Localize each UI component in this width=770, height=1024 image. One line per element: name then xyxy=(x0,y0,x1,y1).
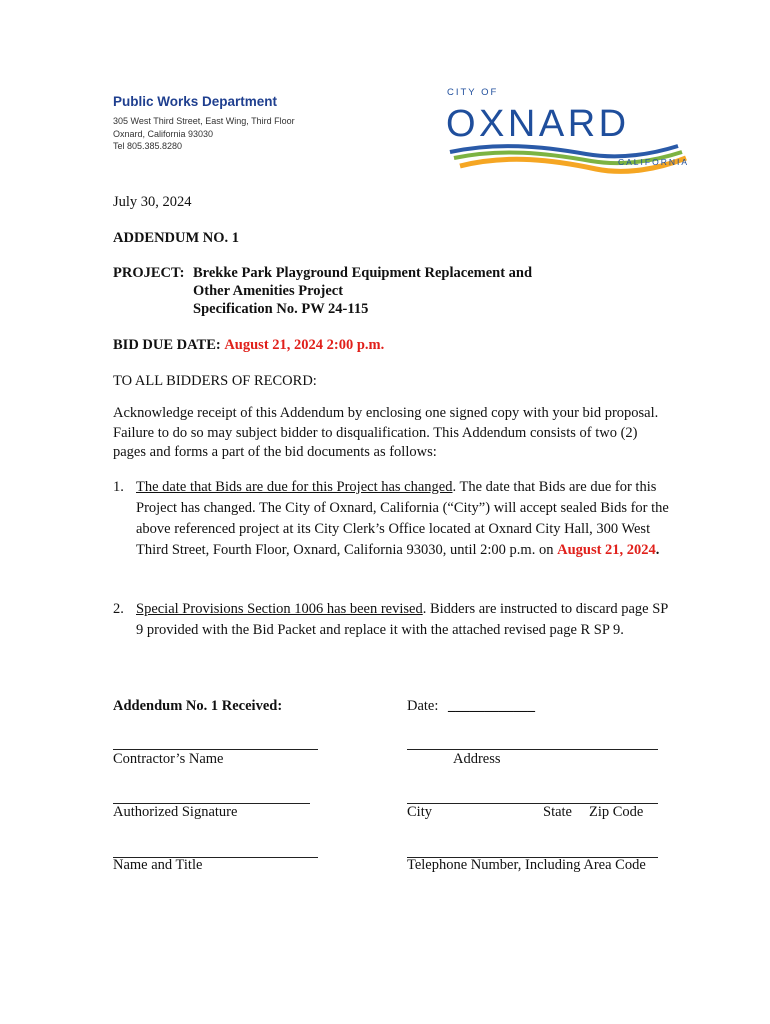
authorized-signature-label: Authorized Signature xyxy=(113,804,238,820)
intro-paragraph: Acknowledge receipt of this Addendum by enclosing one signed copy with your bid proposal. Failure to do so may subject bidder to disqualification. This Addendum consists of two (2) pages and forms a part of the bid documents as follows: xyxy=(113,405,659,460)
project-label: PROJECT: xyxy=(113,265,185,281)
zip-code-label: Zip Code xyxy=(589,804,644,820)
project-name-line-2: Other Amenities Project xyxy=(193,283,344,299)
phone-number: Tel 805.385.8280 xyxy=(113,141,183,151)
item-text: . Bidders are instructed to discard page SP 9 provided with the Bid Packet and replace it with the attached revised page R SP 9. xyxy=(136,601,668,638)
date-field[interactable] xyxy=(407,698,535,715)
bid-due-label: BID DUE DATE: xyxy=(113,337,221,353)
item-highlight-date: August 21, 2024 xyxy=(557,542,656,558)
department-name: Public Works Department xyxy=(113,94,278,109)
list-item xyxy=(113,599,678,641)
specification-number: Specification No. PW 24-115 xyxy=(193,301,369,317)
item-heading: The date that Bids are due for this Project has changed xyxy=(136,479,453,495)
salutation: TO ALL BIDDERS OF RECORD: xyxy=(113,373,317,389)
address-line-2: Oxnard, California 93030 xyxy=(113,128,214,139)
addendum-received-label: Addendum No. 1 Received: xyxy=(113,698,283,714)
address-line-1: 305 West Third Street, East Wing, Third Floor xyxy=(113,116,295,126)
department-header xyxy=(113,94,295,153)
telephone-label: Telephone Number, Including Area Code xyxy=(407,857,646,873)
bid-due-value: August 21, 2024 2:00 p.m. xyxy=(224,337,385,353)
contractor-name-line[interactable] xyxy=(113,749,318,750)
name-title-label: Name and Title xyxy=(113,857,203,873)
item-number: 1. xyxy=(113,479,124,495)
contractor-name-label: Contractor’s Name xyxy=(113,751,224,767)
letter-date: July 30, 2024 xyxy=(113,194,192,210)
city-logo xyxy=(446,84,698,180)
date-label: Date: xyxy=(407,698,439,714)
item-heading: Special Provisions Section 1006 has been revised xyxy=(136,601,423,617)
address-label: Address xyxy=(453,751,501,767)
project-name-line-1: Brekke Park Playground Equipment Replacement and xyxy=(193,265,533,281)
addendum-title: ADDENDUM NO. 1 xyxy=(113,230,240,246)
logo-city-of: CITY OF xyxy=(447,87,499,98)
logo-california: CALIFORNIA xyxy=(618,157,690,167)
item-trailing: . xyxy=(655,542,660,558)
list-item xyxy=(113,477,678,561)
address-line[interactable] xyxy=(407,749,658,750)
logo-oxnard: OXNARD xyxy=(446,103,630,145)
date-blank: ____________ xyxy=(448,698,536,714)
item-text: . The date that Bids are due for this Project has changed. The City of Oxnard, California (“City”) will accept sealed Bids for the above referenced project at its City Clerk’s Office located at Oxnard City Hall, 300 West Third Street, Fourth Floor, Oxnard, California 93030, until 2:00 p.m. on xyxy=(136,479,669,558)
city-label: City xyxy=(407,804,432,820)
state-label: State xyxy=(543,804,572,820)
item-number: 2. xyxy=(113,601,124,617)
bid-due-date xyxy=(113,335,384,355)
